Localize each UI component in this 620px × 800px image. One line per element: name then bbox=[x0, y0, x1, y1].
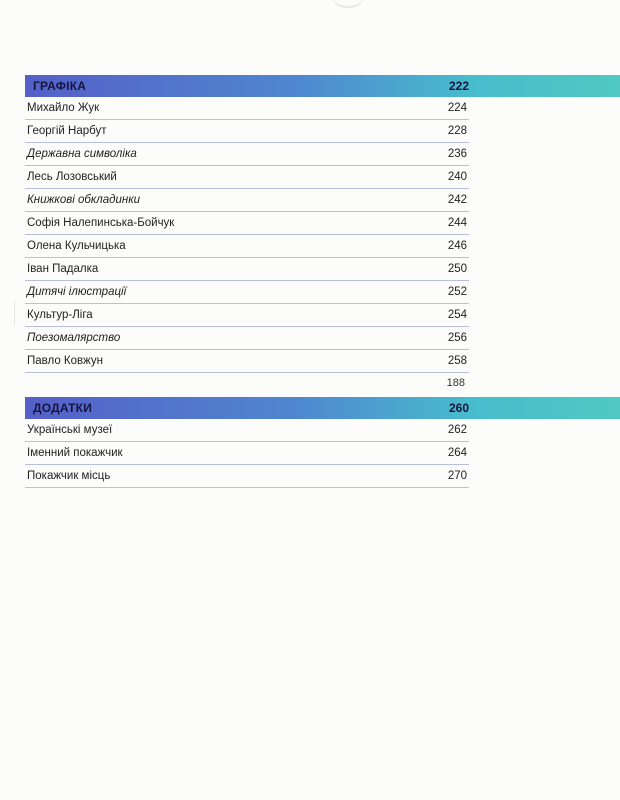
entry-page: 240 bbox=[447, 171, 467, 183]
toc-entry[interactable] bbox=[25, 120, 469, 143]
entry-page: 262 bbox=[447, 424, 467, 436]
toc-entry[interactable] bbox=[25, 189, 469, 212]
toc-entry[interactable] bbox=[25, 212, 469, 235]
section-header[interactable] bbox=[25, 397, 620, 419]
entry-title: Лесь Лозовський bbox=[27, 171, 117, 183]
entry-title: Іменний покажчик bbox=[27, 447, 123, 459]
section-title: ГРАФІКА bbox=[33, 79, 87, 93]
entry-page: 244 bbox=[447, 217, 467, 229]
entry-title: Державна символіка bbox=[27, 148, 137, 160]
section-dodatky bbox=[25, 397, 620, 488]
entry-page: 236 bbox=[447, 148, 467, 160]
section-page: 260 bbox=[448, 401, 469, 415]
entry-page: 258 bbox=[447, 355, 467, 367]
entry-title: Георгій Нарбут bbox=[27, 125, 107, 137]
entry-page: 254 bbox=[447, 309, 467, 321]
entry-title: Дитячі ілюстрації bbox=[27, 286, 127, 298]
toc-entry[interactable] bbox=[25, 327, 469, 350]
entry-title: Книжкові обкладинки bbox=[27, 194, 141, 206]
toc-entry[interactable] bbox=[25, 304, 469, 327]
section-grafika bbox=[25, 75, 620, 373]
toc-entry[interactable] bbox=[25, 97, 469, 120]
entry-title: Софія Налепинська-Бойчук bbox=[27, 217, 175, 229]
entry-page: 250 bbox=[447, 263, 467, 275]
entry-page: 264 bbox=[447, 447, 467, 459]
entry-title: Поезомалярство bbox=[27, 332, 121, 344]
toc-entry[interactable] bbox=[25, 442, 469, 465]
section-entries bbox=[25, 419, 620, 488]
toc-entry[interactable] bbox=[25, 258, 469, 281]
section-title: ДОДАТКИ bbox=[33, 401, 93, 415]
entry-title: Культур-Ліга bbox=[27, 309, 93, 321]
toc-entry[interactable] bbox=[25, 419, 469, 442]
section-page: 222 bbox=[448, 79, 469, 93]
margin-mark bbox=[14, 300, 15, 326]
toc-entry[interactable] bbox=[25, 281, 469, 304]
entry-title: Покажчик місць bbox=[27, 470, 111, 482]
entry-page: 256 bbox=[447, 332, 467, 344]
section-entries bbox=[25, 97, 620, 373]
toc-entry[interactable] bbox=[25, 350, 469, 373]
entry-title: Іван Падалка bbox=[27, 263, 99, 275]
entry-page: 242 bbox=[447, 194, 467, 206]
top-decoration bbox=[330, 0, 366, 8]
entry-page: 246 bbox=[447, 240, 467, 252]
entry-page: 224 bbox=[447, 102, 467, 114]
section-header[interactable] bbox=[25, 75, 620, 97]
toc-entry[interactable] bbox=[25, 235, 469, 258]
entry-page: 270 bbox=[447, 470, 467, 482]
page-number: 188 bbox=[446, 377, 465, 389]
toc-entry[interactable] bbox=[25, 465, 469, 488]
entry-title: Олена Кульчицька bbox=[27, 240, 126, 252]
toc-entry[interactable] bbox=[25, 166, 469, 189]
toc-entry[interactable] bbox=[25, 143, 469, 166]
entry-title: Павло Ковжун bbox=[27, 355, 103, 367]
entry-page: 252 bbox=[447, 286, 467, 298]
entry-title: Українські музеї bbox=[27, 424, 113, 436]
entry-page: 228 bbox=[447, 125, 467, 137]
entry-title: Михайло Жук bbox=[27, 102, 100, 114]
